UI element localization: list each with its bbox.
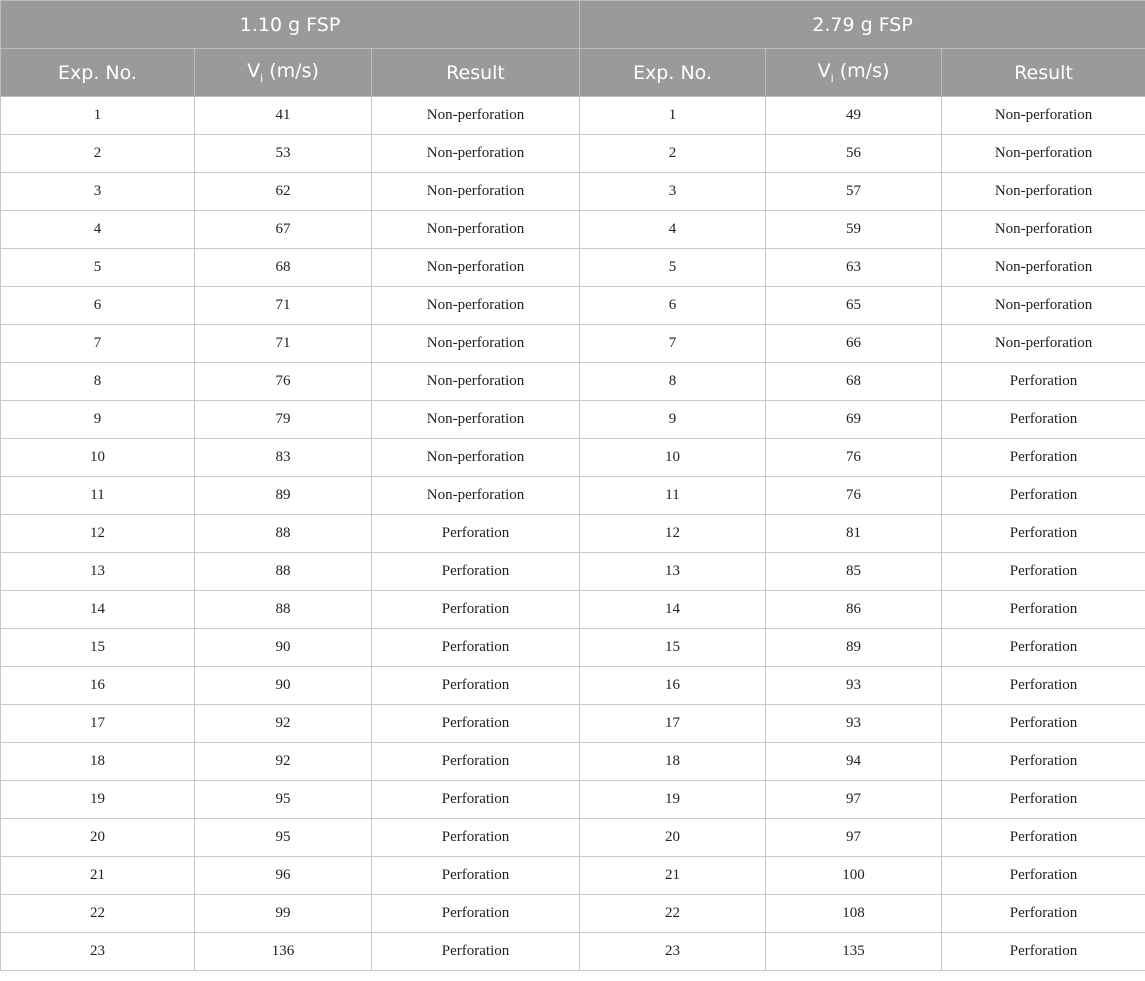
right-exp-no-cell: 5 <box>580 249 766 287</box>
col-velocity-unit: (m/s) <box>833 60 890 83</box>
left-exp-no-cell: 16 <box>1 667 195 705</box>
right-exp-no-cell: 17 <box>580 705 766 743</box>
column-header-row <box>1 49 1145 97</box>
right-result-cell: Perforation <box>942 705 1145 743</box>
left-exp-no-cell: 10 <box>1 439 195 477</box>
left-velocity-cell: 62 <box>195 173 372 211</box>
right-velocity-cell: 76 <box>766 439 942 477</box>
left-result-cell: Perforation <box>372 819 580 857</box>
right-exp-no-cell: 23 <box>580 933 766 971</box>
left-exp-no-cell: 2 <box>1 135 195 173</box>
right-exp-no-cell: 2 <box>580 135 766 173</box>
col-exp-no: Exp. No. <box>580 49 766 97</box>
table-row <box>1 705 1145 743</box>
right-result-cell: Non-perforation <box>942 173 1145 211</box>
left-exp-no-cell: 18 <box>1 743 195 781</box>
left-result-cell: Perforation <box>372 629 580 667</box>
col-velocity <box>195 49 372 97</box>
left-exp-no-cell: 15 <box>1 629 195 667</box>
right-result-cell: Perforation <box>942 781 1145 819</box>
right-exp-no-cell: 11 <box>580 477 766 515</box>
table-row <box>1 325 1145 363</box>
right-result-cell: Perforation <box>942 895 1145 933</box>
right-velocity-cell: 57 <box>766 173 942 211</box>
right-result-cell: Perforation <box>942 667 1145 705</box>
left-result-cell: Non-perforation <box>372 401 580 439</box>
right-exp-no-cell: 15 <box>580 629 766 667</box>
left-exp-no-cell: 3 <box>1 173 195 211</box>
right-result-cell: Perforation <box>942 439 1145 477</box>
left-result-cell: Non-perforation <box>372 363 580 401</box>
right-exp-no-cell: 18 <box>580 743 766 781</box>
left-exp-no-cell: 4 <box>1 211 195 249</box>
right-result-cell: Perforation <box>942 363 1145 401</box>
table-row <box>1 287 1145 325</box>
right-exp-no-cell: 21 <box>580 857 766 895</box>
table-row <box>1 629 1145 667</box>
right-velocity-cell: 56 <box>766 135 942 173</box>
right-exp-no-cell: 22 <box>580 895 766 933</box>
right-exp-no-cell: 4 <box>580 211 766 249</box>
right-result-cell: Perforation <box>942 553 1145 591</box>
left-velocity-cell: 83 <box>195 439 372 477</box>
left-result-cell: Perforation <box>372 933 580 971</box>
right-velocity-cell: 66 <box>766 325 942 363</box>
col-velocity-symbol: V <box>817 60 831 83</box>
left-exp-no-cell: 8 <box>1 363 195 401</box>
right-result-cell: Non-perforation <box>942 135 1145 173</box>
left-velocity-cell: 95 <box>195 819 372 857</box>
right-velocity-cell: 68 <box>766 363 942 401</box>
right-exp-no-cell: 13 <box>580 553 766 591</box>
left-result-cell: Non-perforation <box>372 211 580 249</box>
right-result-cell: Non-perforation <box>942 325 1145 363</box>
left-exp-no-cell: 1 <box>1 97 195 135</box>
left-result-cell: Perforation <box>372 667 580 705</box>
right-exp-no-cell: 6 <box>580 287 766 325</box>
right-result-cell: Perforation <box>942 591 1145 629</box>
left-velocity-cell: 88 <box>195 553 372 591</box>
left-exp-no-cell: 23 <box>1 933 195 971</box>
table-row <box>1 515 1145 553</box>
right-velocity-cell: 81 <box>766 515 942 553</box>
right-velocity-cell: 100 <box>766 857 942 895</box>
right-result-cell: Perforation <box>942 629 1145 667</box>
right-velocity-cell: 65 <box>766 287 942 325</box>
table-row <box>1 211 1145 249</box>
table-row <box>1 173 1145 211</box>
left-result-cell: Perforation <box>372 515 580 553</box>
table-row <box>1 439 1145 477</box>
right-exp-no-cell: 14 <box>580 591 766 629</box>
left-result-cell: Non-perforation <box>372 325 580 363</box>
col-velocity-subscript: i <box>260 71 264 85</box>
table-row <box>1 819 1145 857</box>
right-result-cell: Perforation <box>942 515 1145 553</box>
left-result-cell: Non-perforation <box>372 97 580 135</box>
left-result-cell: Non-perforation <box>372 173 580 211</box>
left-velocity-cell: 89 <box>195 477 372 515</box>
right-exp-no-cell: 7 <box>580 325 766 363</box>
left-exp-no-cell: 21 <box>1 857 195 895</box>
right-result-cell: Non-perforation <box>942 249 1145 287</box>
right-result-cell: Perforation <box>942 477 1145 515</box>
right-velocity-cell: 135 <box>766 933 942 971</box>
right-velocity-cell: 108 <box>766 895 942 933</box>
table-row <box>1 97 1145 135</box>
left-exp-no-cell: 19 <box>1 781 195 819</box>
right-exp-no-cell: 19 <box>580 781 766 819</box>
left-velocity-cell: 136 <box>195 933 372 971</box>
left-exp-no-cell: 20 <box>1 819 195 857</box>
left-velocity-cell: 96 <box>195 857 372 895</box>
table-row <box>1 667 1145 705</box>
left-velocity-cell: 95 <box>195 781 372 819</box>
right-velocity-cell: 86 <box>766 591 942 629</box>
col-velocity <box>766 49 942 97</box>
right-result-cell: Non-perforation <box>942 287 1145 325</box>
right-velocity-cell: 97 <box>766 781 942 819</box>
left-result-cell: Non-perforation <box>372 439 580 477</box>
right-velocity-cell: 97 <box>766 819 942 857</box>
left-velocity-cell: 68 <box>195 249 372 287</box>
col-result: Result <box>372 49 580 97</box>
left-exp-no-cell: 13 <box>1 553 195 591</box>
table-row <box>1 553 1145 591</box>
left-velocity-cell: 71 <box>195 325 372 363</box>
table-row <box>1 249 1145 287</box>
group-header-row <box>1 1 1145 49</box>
table-body <box>1 97 1145 971</box>
right-velocity-cell: 63 <box>766 249 942 287</box>
left-velocity-cell: 90 <box>195 629 372 667</box>
col-velocity-symbol: V <box>247 60 261 83</box>
left-exp-no-cell: 14 <box>1 591 195 629</box>
col-exp-no: Exp. No. <box>1 49 195 97</box>
table-row <box>1 857 1145 895</box>
table-row <box>1 781 1145 819</box>
right-velocity-cell: 94 <box>766 743 942 781</box>
left-velocity-cell: 67 <box>195 211 372 249</box>
left-result-cell: Perforation <box>372 857 580 895</box>
left-exp-no-cell: 22 <box>1 895 195 933</box>
group-header-1-10g: 1.10 g FSP <box>1 1 580 49</box>
table-row <box>1 363 1145 401</box>
right-velocity-cell: 93 <box>766 667 942 705</box>
left-velocity-cell: 76 <box>195 363 372 401</box>
table-row <box>1 401 1145 439</box>
left-exp-no-cell: 7 <box>1 325 195 363</box>
left-result-cell: Perforation <box>372 553 580 591</box>
left-exp-no-cell: 17 <box>1 705 195 743</box>
right-exp-no-cell: 10 <box>580 439 766 477</box>
table-row <box>1 135 1145 173</box>
left-velocity-cell: 71 <box>195 287 372 325</box>
right-result-cell: Non-perforation <box>942 211 1145 249</box>
left-velocity-cell: 88 <box>195 591 372 629</box>
left-velocity-cell: 53 <box>195 135 372 173</box>
right-exp-no-cell: 16 <box>580 667 766 705</box>
left-result-cell: Non-perforation <box>372 287 580 325</box>
left-exp-no-cell: 6 <box>1 287 195 325</box>
table-row <box>1 477 1145 515</box>
left-result-cell: Perforation <box>372 705 580 743</box>
left-exp-no-cell: 9 <box>1 401 195 439</box>
right-result-cell: Perforation <box>942 819 1145 857</box>
left-result-cell: Non-perforation <box>372 477 580 515</box>
table-row <box>1 743 1145 781</box>
right-velocity-cell: 93 <box>766 705 942 743</box>
left-velocity-cell: 92 <box>195 705 372 743</box>
right-velocity-cell: 76 <box>766 477 942 515</box>
left-exp-no-cell: 11 <box>1 477 195 515</box>
left-velocity-cell: 88 <box>195 515 372 553</box>
right-result-cell: Perforation <box>942 401 1145 439</box>
right-exp-no-cell: 9 <box>580 401 766 439</box>
right-exp-no-cell: 12 <box>580 515 766 553</box>
left-velocity-cell: 99 <box>195 895 372 933</box>
right-result-cell: Perforation <box>942 857 1145 895</box>
table-row <box>1 895 1145 933</box>
left-result-cell: Perforation <box>372 895 580 933</box>
left-exp-no-cell: 12 <box>1 515 195 553</box>
left-result-cell: Perforation <box>372 591 580 629</box>
left-result-cell: Perforation <box>372 781 580 819</box>
left-result-cell: Perforation <box>372 743 580 781</box>
left-exp-no-cell: 5 <box>1 249 195 287</box>
right-result-cell: Perforation <box>942 743 1145 781</box>
left-velocity-cell: 90 <box>195 667 372 705</box>
table-row <box>1 591 1145 629</box>
left-result-cell: Non-perforation <box>372 135 580 173</box>
right-result-cell: Non-perforation <box>942 97 1145 135</box>
right-exp-no-cell: 20 <box>580 819 766 857</box>
left-velocity-cell: 41 <box>195 97 372 135</box>
left-velocity-cell: 92 <box>195 743 372 781</box>
left-result-cell: Non-perforation <box>372 249 580 287</box>
right-velocity-cell: 89 <box>766 629 942 667</box>
col-velocity-unit: (m/s) <box>263 60 319 83</box>
right-exp-no-cell: 1 <box>580 97 766 135</box>
right-result-cell: Perforation <box>942 933 1145 971</box>
right-velocity-cell: 69 <box>766 401 942 439</box>
col-velocity-subscript: i <box>830 71 834 85</box>
right-velocity-cell: 49 <box>766 97 942 135</box>
table-row <box>1 933 1145 971</box>
group-header-2-79g: 2.79 g FSP <box>580 1 1145 49</box>
right-exp-no-cell: 3 <box>580 173 766 211</box>
left-velocity-cell: 79 <box>195 401 372 439</box>
right-velocity-cell: 85 <box>766 553 942 591</box>
col-result: Result <box>942 49 1145 97</box>
right-velocity-cell: 59 <box>766 211 942 249</box>
right-exp-no-cell: 8 <box>580 363 766 401</box>
